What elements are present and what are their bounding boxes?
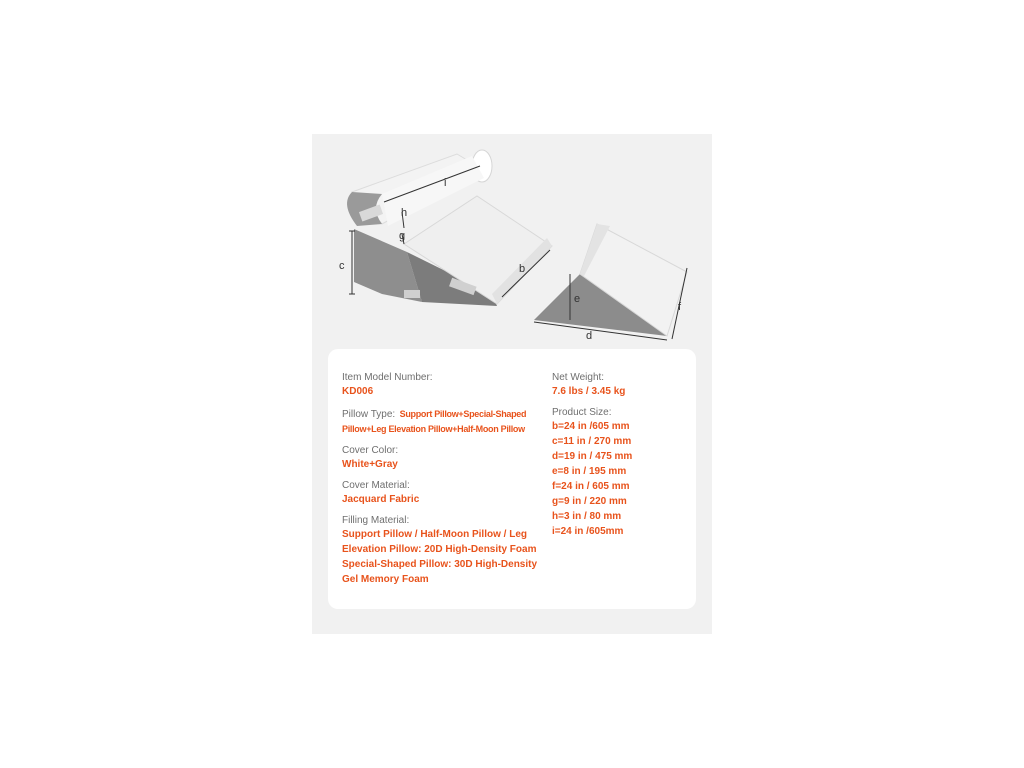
filling-material-line: Gel Memory Foam <box>342 574 429 585</box>
size-f: f=24 in / 605 mm <box>552 481 630 492</box>
dim-label-i: i <box>444 177 447 189</box>
product-panel <box>312 134 712 634</box>
spec-card <box>328 349 696 609</box>
net-weight-label: Net Weight: <box>552 372 605 383</box>
dim-label-b: b <box>519 263 526 275</box>
size-g: g=9 in / 220 mm <box>552 496 627 507</box>
item-model-label: Item Model Number: <box>342 372 433 383</box>
dim-label-e: e <box>574 293 581 305</box>
pillow-type-value-2: Pillow+Leg Elevation Pillow+Half-Moon Pillow <box>342 424 525 434</box>
size-c: c=11 in / 270 mm <box>552 436 632 447</box>
dim-label-f: f <box>678 301 682 313</box>
net-weight-block <box>552 371 692 399</box>
net-weight-value: 7.6 lbs / 3.45 kg <box>552 386 626 397</box>
filling-material-label: Filling Material: <box>342 515 410 526</box>
cover-material-label: Cover Material: <box>342 480 410 491</box>
cover-material-value: Jacquard Fabric <box>342 494 420 505</box>
cover-color-block <box>342 444 554 472</box>
filling-material-line: Support Pillow / Half-Moon Pillow / Leg <box>342 529 527 540</box>
cover-material-block <box>342 479 554 507</box>
item-model-block <box>342 371 554 399</box>
item-model-value: KD006 <box>342 386 374 397</box>
support-pillow-set <box>347 150 552 306</box>
product-size-block <box>552 406 692 539</box>
pillow-type-label: Pillow Type: <box>342 409 396 420</box>
dim-label-d: d <box>586 330 593 342</box>
spec-column-right <box>552 371 692 546</box>
filling-material-line: Special-Shaped Pillow: 30D High-Density <box>342 559 538 570</box>
size-d: d=19 in / 475 mm <box>552 451 633 462</box>
dim-label-c: c <box>339 260 345 272</box>
cover-color-value: White+Gray <box>342 459 398 470</box>
dim-label-h: h <box>401 207 408 219</box>
dim-label-g: g <box>399 230 406 242</box>
pillow-type-value-1: Support Pillow+Special-Shaped <box>399 409 527 419</box>
leg-elevation-pillow <box>534 224 687 336</box>
size-h: h=3 in / 80 mm <box>552 511 622 522</box>
filling-material-block <box>342 514 554 587</box>
pillow-illustration <box>312 134 712 349</box>
filling-material-line: Elevation Pillow: 20D High-Density Foam <box>342 544 537 555</box>
spec-column-left <box>342 371 554 594</box>
product-size-label: Product Size: <box>552 407 612 418</box>
pillow-type-block <box>342 406 554 437</box>
cover-color-label: Cover Color: <box>342 445 399 456</box>
size-b: b=24 in /605 mm <box>552 421 630 432</box>
size-i: i=24 in /605mm <box>552 526 624 537</box>
size-e: e=8 in / 195 mm <box>552 466 627 477</box>
